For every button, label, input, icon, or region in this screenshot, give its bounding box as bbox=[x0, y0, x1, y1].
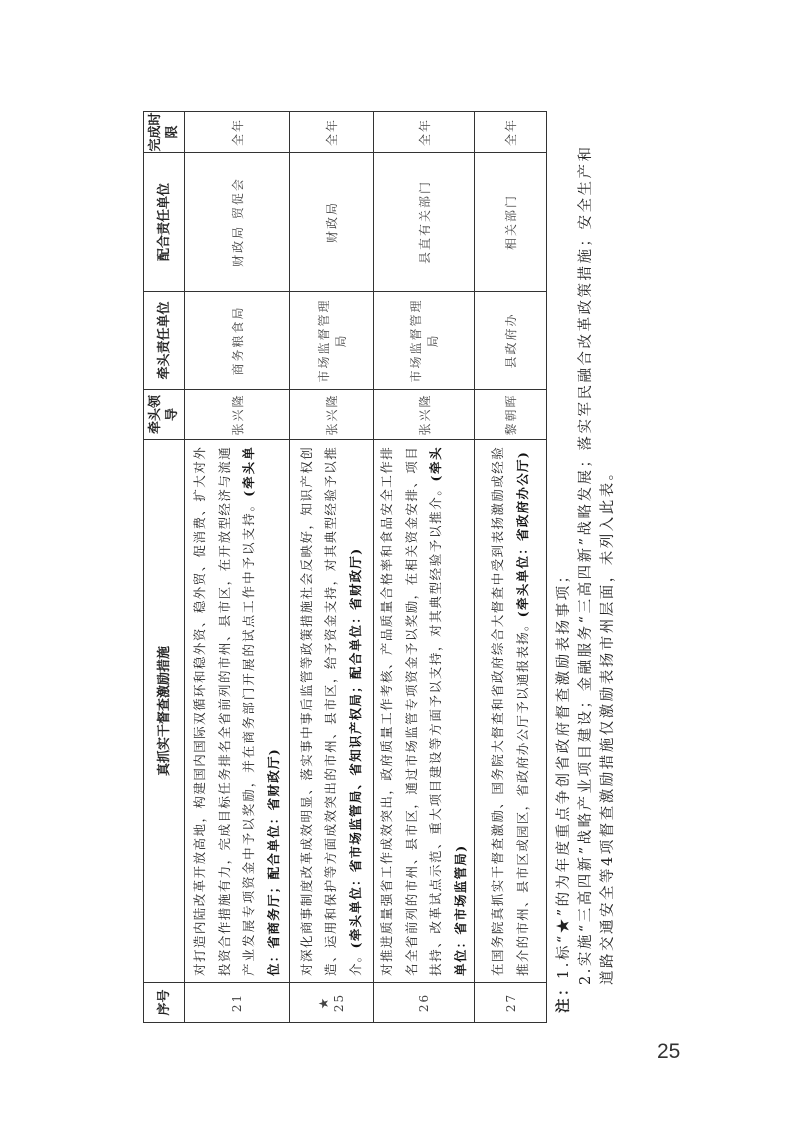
notes-prefix: 注： bbox=[555, 979, 572, 1013]
table-row bbox=[374, 112, 475, 1023]
row-coop-unit: 相关部门 bbox=[475, 153, 547, 292]
table-header-row bbox=[144, 112, 185, 1023]
note-1 bbox=[553, 133, 575, 1013]
measure-text: 对深化商事制度改革成效明显、落实事中事后监管等政策措施社会反映好，知识产权创造、运用和保护等方面成效突出的市州、县市区，给予资金支持，对其典型经验予以推介。 bbox=[298, 446, 363, 976]
header-leader: 牵头领导 bbox=[144, 390, 185, 440]
row-no bbox=[475, 983, 547, 1023]
row-deadline: 全年 bbox=[290, 112, 374, 153]
row-measure bbox=[374, 440, 475, 983]
measure-text: 对打造内陆改革开放高地，构建国内国际双循环和稳外资、稳外贸、促消费、扩大对外投资合作措施有力，完成目标任务排名全省前列的市州、县市区，在开放型经济与流通产业发展专项资金中予以奖励，并在商务部门开展的试点工作中予以支持。 bbox=[192, 446, 256, 976]
row-leader: 张兴隆 bbox=[185, 390, 290, 440]
table-notes bbox=[553, 133, 619, 1013]
measure-text: 在国务院真抓实干督查激励、国务院大督查和省政府综合大督查中受到表扬激励或经验推介的市州、县市区或园区，省政府办公厅予以通报表扬。 bbox=[490, 446, 530, 976]
responsible-units: (牵头单位：省政府办公厅) bbox=[514, 450, 530, 618]
row-no bbox=[290, 983, 374, 1023]
responsible-units: (牵头单位：省商务厅；配合单位：省财政厅) bbox=[241, 446, 281, 976]
row-leader: 黎朝晖 bbox=[475, 390, 547, 440]
row-lead-unit: 市场监督管理局 bbox=[374, 292, 475, 390]
table-row bbox=[290, 112, 374, 1023]
header-measure: 真抓实干督查激励措施 bbox=[144, 440, 185, 983]
row-lead-unit: 县政府办 bbox=[475, 292, 547, 390]
row-no bbox=[374, 983, 475, 1023]
row-no-text: 21 bbox=[230, 992, 244, 1013]
row-measure bbox=[290, 440, 374, 983]
row-leader: 张兴隆 bbox=[290, 390, 374, 440]
header-lead-unit: 牵头责任单位 bbox=[144, 292, 185, 390]
rotated-page-content bbox=[143, 112, 633, 1023]
row-no-text: 25 bbox=[332, 992, 346, 1013]
row-deadline: 全年 bbox=[185, 112, 290, 153]
row-lead-unit: 商务粮食局 bbox=[185, 292, 290, 390]
row-leader: 张兴隆 bbox=[374, 390, 475, 440]
row-coop-unit: 县直有关部门 bbox=[374, 153, 475, 292]
table-row bbox=[475, 112, 547, 1023]
table-row bbox=[185, 112, 290, 1023]
row-lead-unit: 市场监督管理局 bbox=[290, 292, 374, 390]
note-1-text: 1.标“★”的为年度重点争创省政府督查激励表扬事项； bbox=[556, 566, 572, 979]
row-no-text: 27 bbox=[503, 992, 518, 1013]
row-deadline: 全年 bbox=[374, 112, 475, 153]
header-coop-unit: 配合责任单位 bbox=[144, 153, 185, 292]
page-number: 25 bbox=[657, 1040, 681, 1063]
star-icon: ★ bbox=[317, 995, 332, 1010]
row-measure bbox=[185, 440, 290, 983]
row-deadline: 全年 bbox=[475, 112, 547, 153]
header-no: 序号 bbox=[144, 983, 185, 1023]
row-coop-unit: 财政局 贸促会 bbox=[185, 153, 290, 292]
note-2: 2.实施“三高四新”战略产业项目建设；金融服务“三高四新”战略发展；落实军民融合改革政策措施；安全生产和道路交通安全等4项督查激励措施仅激励表扬市州层面，未列入此表。 bbox=[578, 144, 616, 985]
incentive-measures-table bbox=[143, 111, 547, 1023]
row-no bbox=[185, 983, 290, 1023]
row-no-text: 26 bbox=[417, 992, 431, 1013]
measure-text: 对推进质量强省工作成效突出，政府质量工作考核、产品质量合格率和食品安全工作排名全省前列的市州、县市区，通过市场监管专项资金予以奖励，在相关资金安排、项目扶持、改革试点示范、重大项目建设等方面予以支持，对其典型经验予以推介。 bbox=[379, 446, 443, 976]
responsible-units: (牵头单位：省市场监管局、省知识产权局；配合单位：省财政厅) bbox=[347, 547, 363, 949]
responsible-units: (牵头单位：省市场监管局) bbox=[428, 446, 468, 976]
row-measure bbox=[475, 440, 547, 983]
row-coop-unit: 财政局 bbox=[290, 153, 374, 292]
header-deadline: 完成时限 bbox=[144, 112, 185, 153]
